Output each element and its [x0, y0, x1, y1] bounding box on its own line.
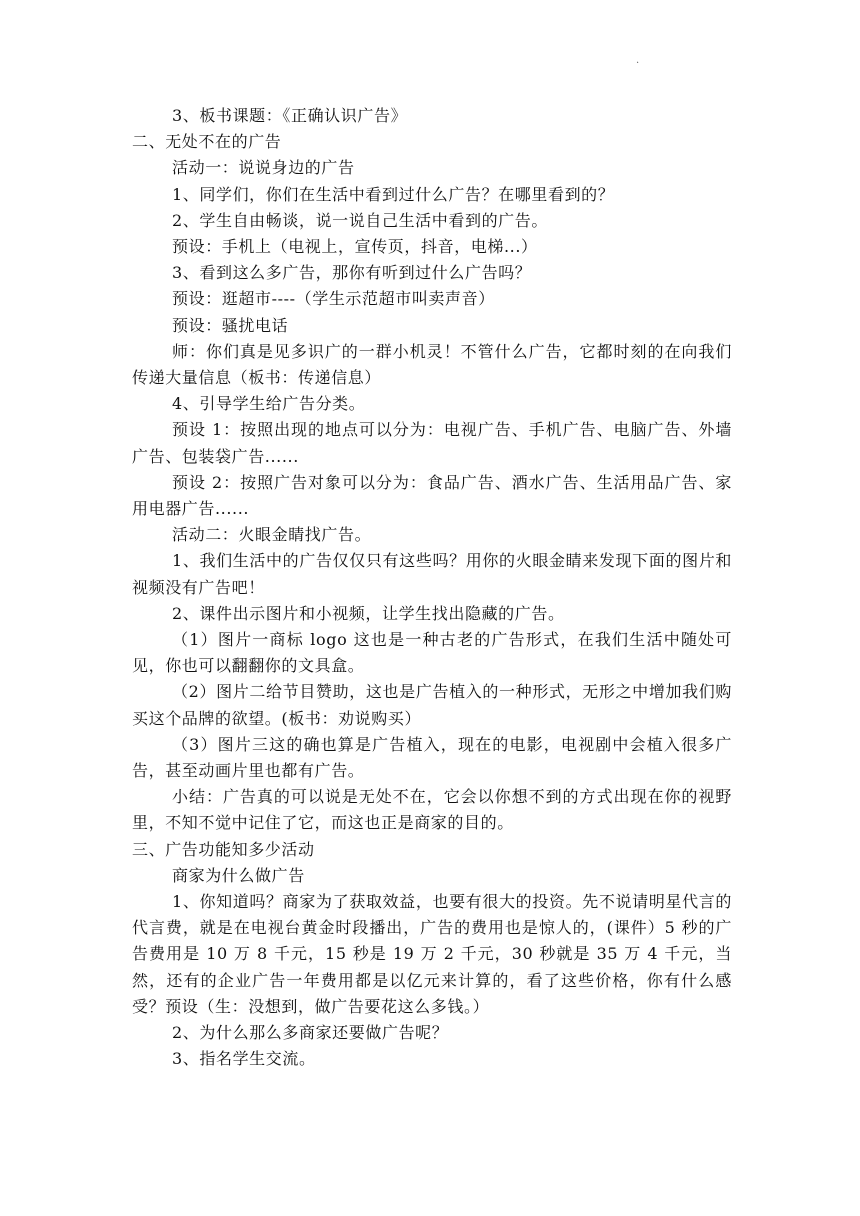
summary-paragraph: 小结：广告真的可以说是无处不在，它会以你想不到的方式出现在你的视野里，不知不觉中记住了它，而这也正是商家的目的。	[132, 787, 732, 833]
preset-paragraph: 预设 2：按照广告对象可以分为：食品广告、酒水广告、生活用品广告、家用电器广告......	[132, 472, 732, 518]
board-title-line: 3、板书课题：《正确认识广告》	[172, 106, 408, 125]
section-heading-2: 二、无处不在的广告	[132, 132, 282, 152]
question-line: 3、看到这么多广告，那你有听到过什么广告吗？	[172, 263, 532, 283]
picture-item-paragraph: （2）图片二给节目赞助，这也是广告植入的一种形式，无形之中增加我们购买这个品牌的欲望。(板书：劝说购买）	[132, 682, 732, 728]
activity-two-title: 活动二：火眼金睛找广告。	[172, 525, 372, 545]
document-page	[132, 103, 732, 1072]
activity-one-title: 活动一：说说身边的广告	[172, 158, 355, 178]
preset-line: 预设：骚扰电话	[172, 315, 289, 335]
teacher-remark-paragraph: 师：你们真是见多识广的一群小机灵！不管什么广告，它都时刻的在向我们传递大量信息（板书：传递信息）	[132, 341, 732, 387]
discussion-line: 2、学生自由畅谈，说一说自己生活中看到的广告。	[172, 210, 548, 230]
picture-item-paragraph: （1）图片一商标 logo 这也是一种古老的广告形式，在我们生活中随处可见，你也可以翻翻你的文具盒。	[132, 629, 732, 676]
section-subheading: 商家为什么做广告	[172, 865, 305, 885]
picture-item-paragraph: （3）图片三这的确也算是广告植入，现在的电影，电视剧中会植入很多广告，甚至动画片里也都有广告。	[132, 734, 732, 780]
preset-paragraph: 预设 1：按照出现的地点可以分为：电视广告、手机广告、电脑广告、外墙广告、包装袋广告......	[132, 420, 732, 466]
body-paragraph: 1、我们生活中的广告仅仅只有这些吗？用你的火眼金睛来发现下面的图片和视频没有广告吧！	[132, 551, 732, 597]
question-line: 2、为什么那么多商家还要做广告呢？	[172, 1022, 449, 1042]
classify-line: 4、引导学生给广告分类。	[172, 394, 366, 414]
question-line: 1、同学们，你们在生活中看到过什么广告？在哪里看到的？	[172, 184, 615, 204]
preset-line: 预设：手机上（电视上，宣传页，抖音，电梯...）	[172, 236, 538, 256]
body-paragraph: 2、课件出示图片和小视频，让学生找出隐藏的广告。	[172, 603, 565, 623]
section-heading-3: 三、广告功能知多少活动	[132, 839, 315, 859]
body-paragraph: 1、你知道吗？商家为了获取效益，也要有很大的投资。先不说请明星代言的代言费，就是在电视台黄金时段播出，广告的费用也是惊人的，(课件）5 秒的广告费用是 10 万 8 千元，15 秒是 19 万 2 千元，30 秒就是 35 万 4 千元，当然，还有的企业广告一年费用都是以亿元来计算的，看了这些价格，你有什么感受？预设（生：没想到，做广告要花这么多钱。）	[132, 891, 732, 1016]
corner-mark: .	[636, 55, 640, 66]
preset-line: 预设：逛超市----（学生示范超市叫卖声音）	[172, 289, 495, 309]
body-paragraph: 3、指名学生交流。	[172, 1049, 316, 1069]
